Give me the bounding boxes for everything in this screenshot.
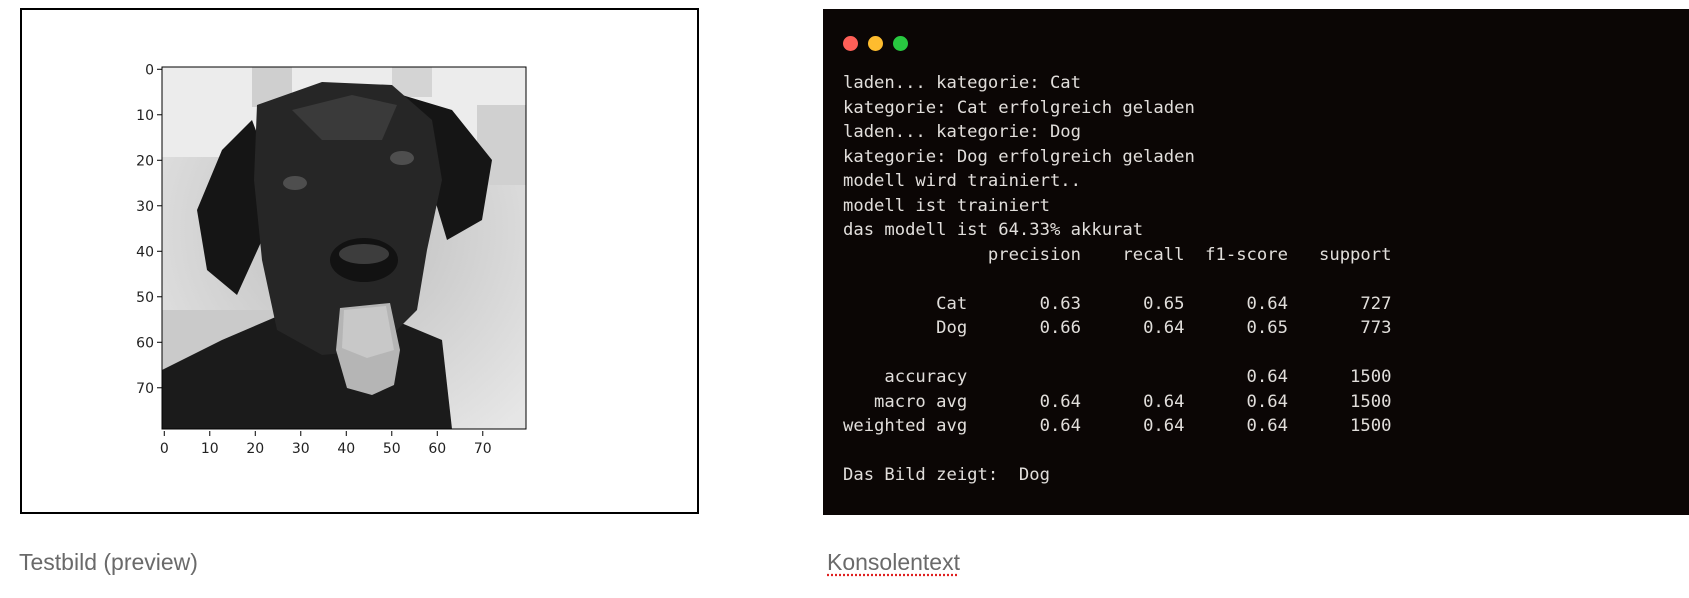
maximize-window-button[interactable] bbox=[893, 36, 908, 51]
x-tick-label: 30 bbox=[291, 441, 310, 457]
console-window bbox=[823, 9, 1689, 515]
y-tick-label: 60 bbox=[136, 335, 154, 352]
console-line: accuracy 0.64 1500 bbox=[843, 367, 1392, 387]
image-plot bbox=[22, 10, 697, 512]
console-line: Cat 0.63 0.65 0.64 727 bbox=[843, 293, 1392, 314]
console-line: weighted avg 0.64 0.64 0.64 1500 bbox=[843, 416, 1392, 436]
console-caption: Konsolentext bbox=[827, 549, 960, 575]
console-line: modell wird trainiert.. bbox=[843, 171, 1081, 191]
x-tick-label: 50 bbox=[382, 441, 401, 457]
preview-card bbox=[20, 8, 699, 514]
x-tick-label: 60 bbox=[428, 441, 447, 457]
console-line: modell ist trainiert bbox=[843, 195, 1050, 216]
close-window-button[interactable] bbox=[843, 36, 858, 51]
dog-image bbox=[162, 67, 526, 429]
preview-caption: Testbild (preview) bbox=[19, 549, 198, 575]
y-tick-label: 40 bbox=[136, 244, 154, 261]
console-output bbox=[843, 71, 1391, 488]
console-line: macro avg 0.64 0.64 0.64 1500 bbox=[843, 391, 1392, 412]
x-tick-label: 10 bbox=[200, 441, 219, 457]
console-line: das modell ist 64.33% akkurat bbox=[843, 220, 1144, 240]
console-line: Dog 0.66 0.64 0.65 773 bbox=[843, 318, 1392, 338]
console-line: Das Bild zeigt: Dog bbox=[843, 465, 1050, 485]
y-tick-label: 20 bbox=[136, 153, 154, 170]
console-line bbox=[843, 267, 1391, 292]
y-tick-label: 50 bbox=[136, 289, 154, 306]
console-line: kategorie: Dog erfolgreich geladen bbox=[843, 146, 1195, 167]
x-tick-label: 40 bbox=[337, 441, 356, 457]
x-tick-label: 70 bbox=[473, 441, 492, 457]
y-tick-label: 30 bbox=[136, 198, 154, 215]
y-tick-label: 0 bbox=[145, 62, 154, 79]
console-line bbox=[843, 439, 1391, 464]
console-line: laden... kategorie: Cat bbox=[843, 73, 1081, 93]
x-tick-label: 20 bbox=[246, 441, 265, 457]
x-tick-label: 0 bbox=[159, 441, 169, 457]
console-line bbox=[843, 341, 1391, 366]
console-line: precision recall f1-score support bbox=[843, 244, 1392, 265]
y-tick-label: 70 bbox=[136, 380, 154, 397]
console-line: kategorie: Cat erfolgreich geladen bbox=[843, 97, 1195, 118]
y-tick-label: 10 bbox=[136, 107, 154, 124]
x-axis bbox=[160, 431, 492, 457]
console-line: laden... kategorie: Dog bbox=[843, 122, 1081, 142]
y-axis bbox=[136, 62, 162, 397]
minimize-window-button[interactable] bbox=[868, 36, 883, 51]
